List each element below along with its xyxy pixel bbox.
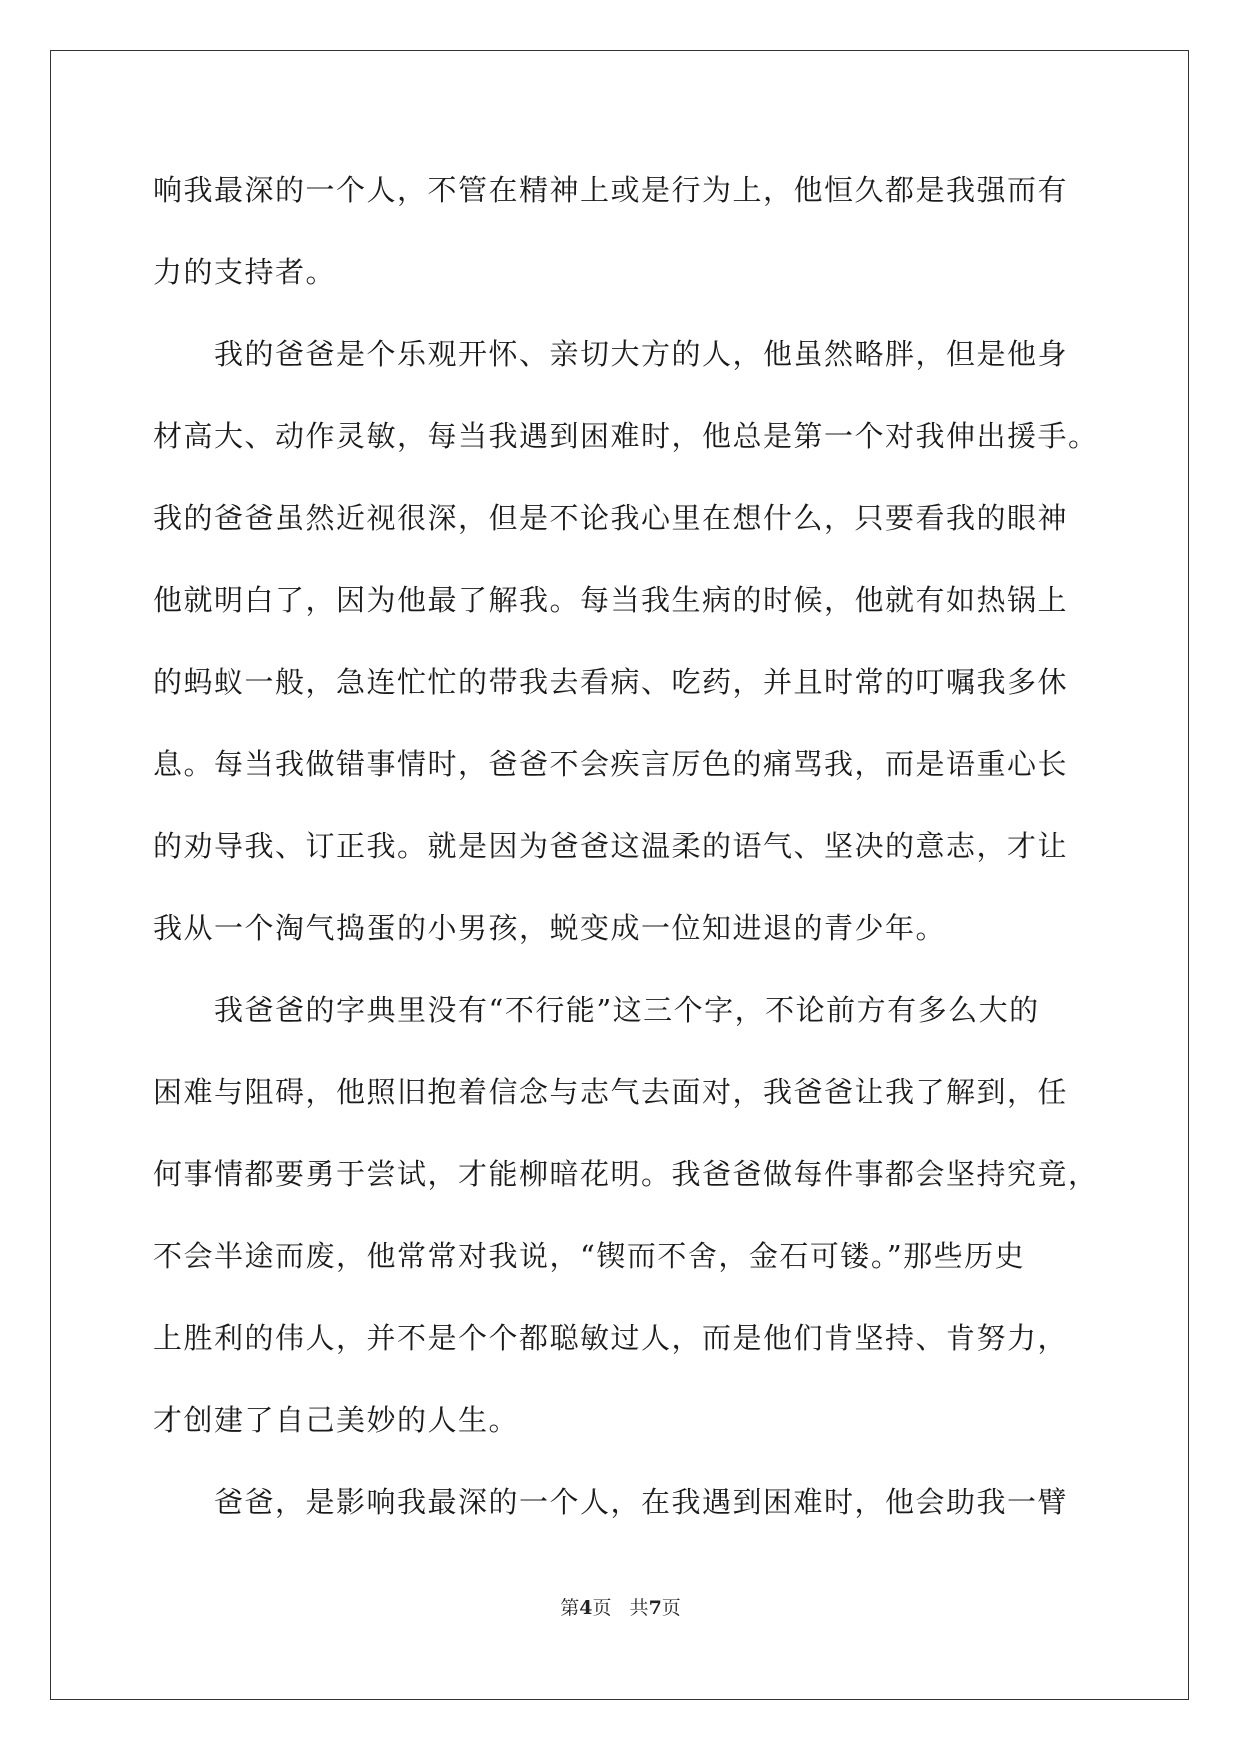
text-line: 他就明白了，因为他最了解我。每当我生病的时候，他就有如热锅上 — [153, 583, 1069, 617]
text-line: 息。每当我做错事情时，爸爸不会疾言厉色的痛骂我，而是语重心长 — [153, 747, 1069, 781]
footer-mid: 页 共 — [592, 1597, 649, 1619]
text-line: 上胜利的伟人，并不是个个都聪敏过人，而是他们肯坚持、肯努力， — [153, 1321, 1069, 1355]
text-line: 力的支持者。 — [153, 255, 337, 289]
document-body — [153, 160, 1099, 1554]
text-line: 的蚂蚁一般，急连忙忙的带我去看病、吃药，并且时常的叮嘱我多休 — [153, 665, 1069, 699]
text-line: 材高大、动作灵敏，每当我遇到困难时，他总是第一个对我伸出援手。 — [153, 419, 1099, 453]
text-line: 的劝导我、订正我。就是因为爸爸这温柔的语气、坚决的意志，才让 — [153, 829, 1069, 863]
total-page-count: 7 — [648, 1597, 662, 1619]
text-line: 不会半途而废，他常常对我说，“锲而不舍，金石可镂。”那些历史 — [153, 1239, 1026, 1273]
page-number-footer — [0, 1593, 1241, 1620]
text-line: 困难与阻碍，他照旧抱着信念与志气去面对，我爸爸让我了解到，任 — [153, 1075, 1069, 1109]
text-line: 何事情都要勇于尝试，才能柳暗花明。我爸爸做每件事都会坚持究竟， — [153, 1157, 1099, 1191]
text-line: 爸爸，是影响我最深的一个人，在我遇到困难时，他会助我一臂 — [214, 1485, 1069, 1519]
footer-suffix: 页 — [661, 1597, 681, 1619]
current-page-number: 4 — [579, 1597, 593, 1619]
text-line: 我的爸爸虽然近视很深，但是不论我心里在想什么，只要看我的眼神 — [153, 501, 1069, 535]
text-line: 我的爸爸是个乐观开怀、亲切大方的人，他虽然略胖，但是他身 — [214, 337, 1069, 371]
text-line: 我从一个淘气捣蛋的小男孩，蜕变成一位知进退的青少年。 — [153, 911, 947, 945]
text-line: 才创建了自己美妙的人生。 — [153, 1403, 520, 1437]
footer-prefix: 第 — [560, 1597, 580, 1619]
text-line: 响我最深的一个人，不管在精神上或是行为上，他恒久都是我强而有 — [153, 173, 1069, 207]
text-line: 我爸爸的字典里没有“不行能”这三个字，不论前方有多么大的 — [214, 993, 1040, 1027]
